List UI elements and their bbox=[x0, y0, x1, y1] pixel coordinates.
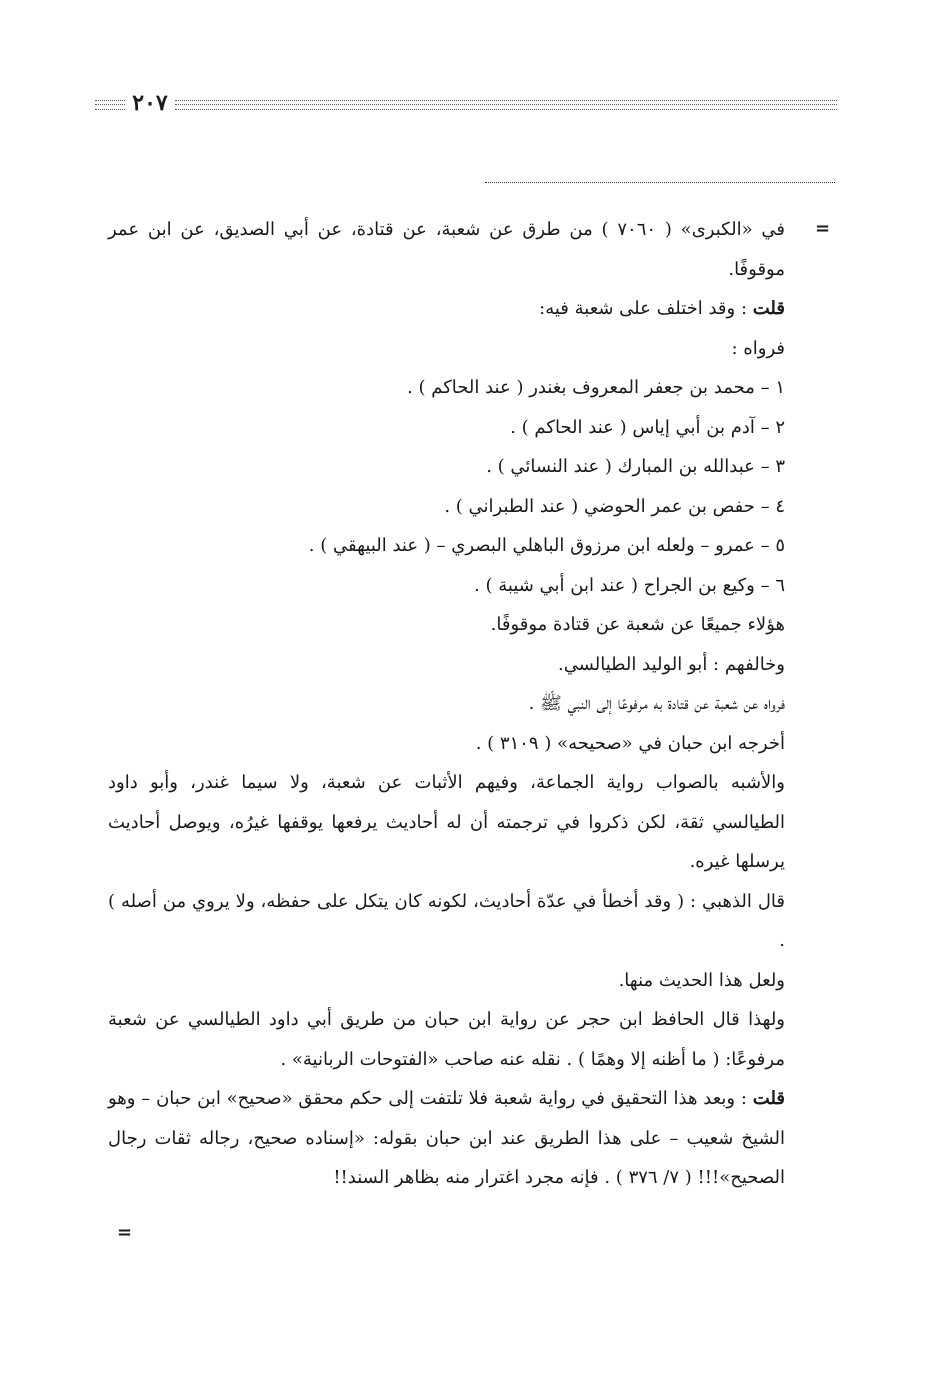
list-item: ١ – محمد بن جعفر المعروف بغندر ( عند الحاكم ) . bbox=[407, 377, 785, 398]
paragraph: ولعل هذا الحديث منها. bbox=[618, 969, 785, 991]
list-item: ٣ – عبدالله بن المبارك ( عند النسائي ) . bbox=[486, 456, 785, 477]
list-item: ٥ – عمرو – ولعله ابن مرزوق الباهلي البصري – ( عند البيهقي ) . bbox=[308, 535, 785, 556]
qult-label: قلت bbox=[752, 298, 785, 319]
paragraph: أخرجه ابن حبان في «صحيحه» ( ٣١٠٩ ) . bbox=[475, 732, 785, 754]
footnote-separator bbox=[485, 182, 835, 183]
footnote-body bbox=[108, 210, 785, 1198]
header-rule-short bbox=[95, 100, 125, 110]
page-header bbox=[95, 92, 837, 118]
list-item: ٦ – وكيع بن الجراح ( عند ابن أبي شيبة ) . bbox=[474, 574, 785, 596]
list-item: ٤ – حفص بن عمر الحوضي ( عند الطبراني ) . bbox=[444, 495, 785, 517]
paragraph: هؤلاء جميعًا عن شعبة عن قتادة موقوفًا. bbox=[490, 614, 785, 635]
paragraph: قلت : وبعد هذا التحقيق في رواية شعبة فلا تلتفت إلى حكم محقق «صحيح» ابن حبان – وهو الشيخ شعيب – على هذا الطريق عند ابن حبان بقوله: «إسناده صحيح، رجاله ثقات رجال الصحيح»!!! ( ٧/ ٣٧٦ ) . فإنه مجرد اغترار منه بظاهر السند!! bbox=[108, 1088, 786, 1188]
paragraph: قال الذهبي : ( وقد أخطأ في عدّة أحاديث، لكونه كان يتكل على حفظه، ولا يروي من أصله ) . bbox=[108, 890, 785, 951]
paragraph: وخالفهم : أبو الوليد الطيالسي. bbox=[557, 653, 785, 675]
list-item: ٢ – آدم بن أبي إياس ( عند الحاكم ) . bbox=[510, 416, 785, 438]
continuation-mark-start: = bbox=[815, 218, 831, 239]
paragraph: فرواه : bbox=[731, 337, 785, 359]
continuation-mark-end: = bbox=[117, 1222, 133, 1243]
paragraph: قلت : وقد اختلف على شعبة فيه: bbox=[539, 298, 785, 319]
paragraph: ولهذا قال الحافظ ابن حجر عن رواية ابن حبان من طريق أبي داود الطيالسي عن شعبة مرفوعًا: ( ما أظنه إلا وهمًا ) . نقله عنه صاحب «الفتوحات الربانية» . bbox=[108, 1009, 785, 1070]
page-number: ٢٠٧ bbox=[132, 90, 168, 116]
qult-label: قلت bbox=[752, 1088, 786, 1109]
paragraph: والأشبه بالصواب رواية الجماعة، وفيهم الأثبات عن شعبة، ولا سيما غندر، وأبو داود الطيالسي ثقة، لكن ذكروا في ترجمته أن له أحاديث يرفعها يوقفها غيرُه، ويوصل أحاديث يرسلها غيره. bbox=[108, 772, 785, 872]
header-rule bbox=[175, 100, 837, 110]
paragraph: فرواه عن شعبة عن قتادة به مرفوعًا إلى النبي ﷺ . bbox=[528, 693, 785, 714]
paragraph: في «الكبرى» ( ٧٠٦٠ ) من طرق عن شعبة، عن قتادة، عن أبي الصديق، عن ابن عمر موقوفًا. bbox=[108, 219, 785, 280]
